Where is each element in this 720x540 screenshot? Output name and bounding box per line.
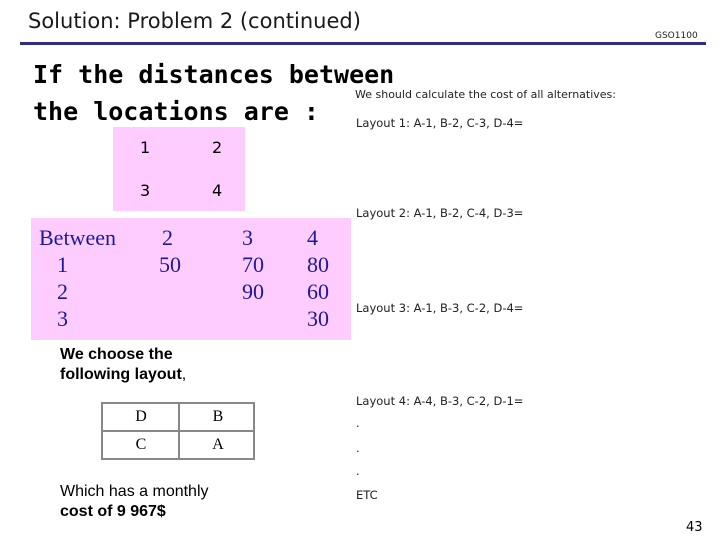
grid-cell-2: 2 <box>212 138 223 157</box>
slide-title: Solution: Problem 2 (continued) <box>28 9 361 33</box>
distance-header-4: 4 <box>307 225 318 250</box>
continuation-dot-3: . <box>356 464 360 478</box>
choice-text <box>60 345 186 385</box>
distance-row-from: 1 <box>57 252 68 277</box>
distance-value: 50 <box>159 252 181 277</box>
course-code: GSO1100 <box>655 31 698 41</box>
etc-label: ETC <box>356 488 378 502</box>
grid-cell-1: 1 <box>140 138 151 157</box>
cost-note <box>60 482 209 522</box>
cost-note-line-1: Which has a monthly <box>60 483 209 500</box>
continuation-dot-1: . <box>356 416 360 430</box>
grid-cell-3: 3 <box>140 181 151 200</box>
layout-3-line: Layout 3: A-1, B-3, C-2, D-4= <box>356 301 524 315</box>
grid-cell-4: 4 <box>212 181 223 200</box>
layout-cell-bottom-left: C <box>135 436 147 453</box>
slide-heading <box>33 56 394 130</box>
layout-cell-top-right: B <box>212 408 224 425</box>
cost-note-line-2: cost of 9 967$ <box>60 503 166 520</box>
distance-value: 60 <box>307 279 329 304</box>
page-number: 43 <box>686 520 703 535</box>
title-rule <box>20 42 706 45</box>
distance-value: 80 <box>307 252 329 277</box>
choice-line-1: We choose the <box>60 346 173 363</box>
distance-value: 90 <box>242 279 264 304</box>
chosen-layout-table <box>101 402 255 460</box>
layout-2-line: Layout 2: A-1, B-2, C-4, D-3= <box>356 206 524 220</box>
layout-cell-bottom-right: A <box>212 436 224 453</box>
location-grid <box>113 127 245 211</box>
heading-line-1: If the distances between <box>33 60 395 89</box>
distance-row-from: 2 <box>57 279 68 304</box>
distance-header-3: 3 <box>242 225 253 250</box>
heading-line-2: the locations are : <box>33 97 319 126</box>
distance-value: 70 <box>242 252 264 277</box>
calculation-intro: We should calculate the cost of all alternatives: <box>355 88 616 101</box>
distance-table <box>31 218 351 340</box>
choice-line-2 <box>60 365 186 385</box>
layout-1-line: Layout 1: A-1, B-2, C-3, D-4= <box>356 116 524 130</box>
distance-row-from: 3 <box>57 306 68 331</box>
distance-header-2: 2 <box>162 225 173 250</box>
continuation-dot-2: . <box>356 441 360 455</box>
distance-header-between: Between <box>39 225 116 250</box>
distance-value: 30 <box>307 306 329 331</box>
layout-4-line: Layout 4: A-4, B-3, C-2, D-1= <box>356 394 524 408</box>
layout-cell-top-left: D <box>135 408 147 425</box>
choice-line-2-text: following layout <box>60 366 182 383</box>
choice-line-2-suffix: , <box>181 366 187 383</box>
layout-table-hdivider <box>103 430 253 432</box>
